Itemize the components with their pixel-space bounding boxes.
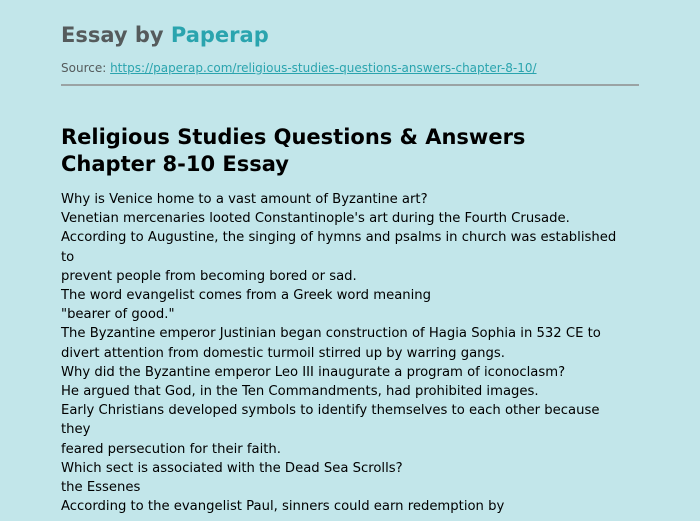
source-label: Source: — [61, 61, 111, 75]
body-line: divert attention from domestic turmoil stirred up by warring gangs. — [61, 345, 505, 361]
body-line: The Byzantine emperor Justinian began construction of Hagia Sophia in 532 CE to — [61, 326, 601, 342]
site-brand[interactable] — [61, 20, 269, 50]
body-line: He argued that God, in the Ten Commandments, had prohibited images. — [61, 384, 539, 400]
body-line: to — [61, 249, 75, 265]
body-line: "bearer of good." — [61, 307, 175, 323]
brand-name: Paperap — [170, 23, 269, 47]
body-line: the Essenes — [61, 480, 141, 496]
body-line: Why did the Byzantine emperor Leo III inaugurate a program of iconoclasm? — [61, 364, 566, 380]
title-line: Chapter 8-10 Essay — [61, 152, 289, 176]
body-line: Venetian mercenaries looted Constantinople's art during the Fourth Crusade. — [61, 211, 570, 227]
body-line: Early Christians developed symbols to identify themselves to each other because — [61, 403, 600, 419]
source-link[interactable]: https://paperap.com/religious-studies-questions-answers-chapter-8-10/ — [110, 61, 537, 75]
title-line: Religious Studies Questions & Answers — [61, 125, 526, 149]
body-line: The word evangelist comes from a Greek word meaning — [61, 288, 432, 304]
brand-prefix: Essay by — [61, 23, 171, 47]
page-title — [61, 124, 621, 178]
body-line: Which sect is associated with the Dead Sea Scrolls? — [61, 460, 403, 476]
body-line: prevent people from becoming bored or sad. — [61, 268, 357, 284]
body-line: they — [61, 422, 91, 438]
essay-body — [61, 190, 641, 516]
body-line: feared persecution for their faith. — [61, 441, 281, 457]
body-line: According to Augustine, the singing of hymns and psalms in church was established — [61, 230, 617, 246]
body-line: According to the evangelist Paul, sinners could earn redemption by — [61, 499, 505, 515]
source-line — [61, 60, 537, 76]
header-divider — [61, 84, 639, 86]
body-line: Why is Venice home to a vast amount of Byzantine art? — [61, 192, 428, 207]
